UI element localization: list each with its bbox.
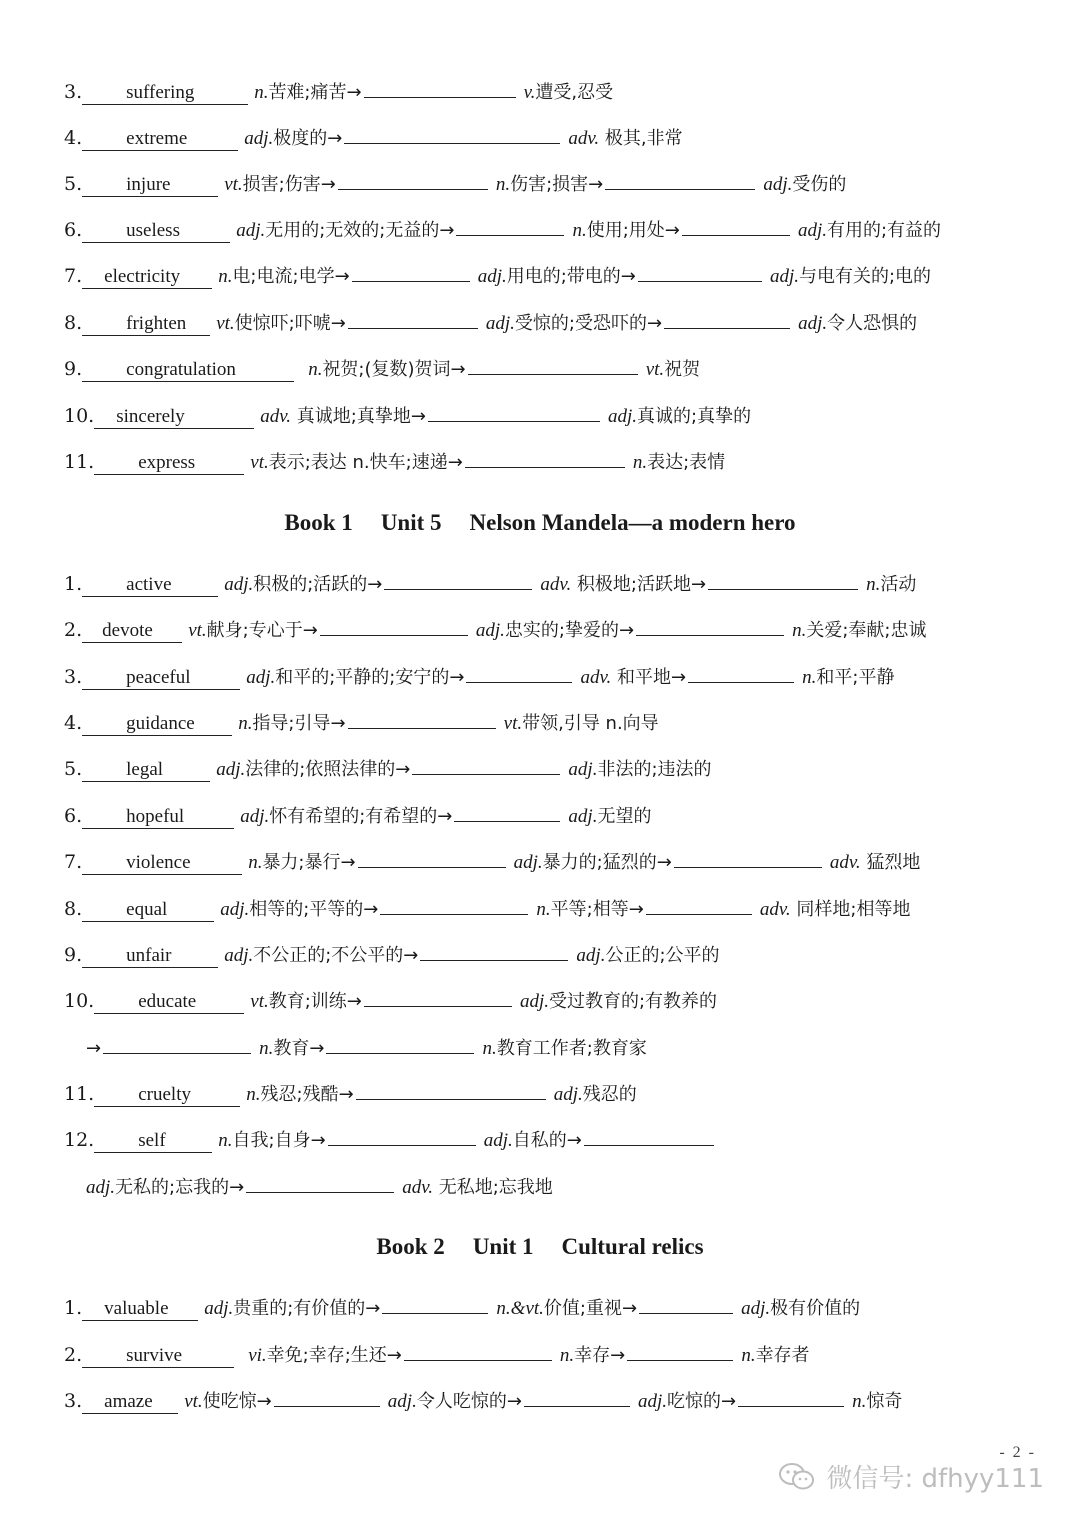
answer: legal <box>82 759 210 782</box>
answer: cruelty <box>94 1084 240 1107</box>
blank[interactable] <box>454 803 560 822</box>
blank[interactable] <box>364 988 512 1007</box>
page-number: - 2 - <box>999 1444 1036 1461</box>
list-item: 11. cruelty n.残忍;残酷→ adj.残忍的 <box>64 1083 637 1105</box>
answer: educate <box>94 991 244 1014</box>
answer: unfair <box>82 945 218 968</box>
blank[interactable] <box>348 710 496 729</box>
blank[interactable] <box>466 664 572 683</box>
list-item: → n.教育→ n.教育工作者;教育家 <box>86 1030 1040 1066</box>
blank[interactable] <box>682 217 790 236</box>
blank[interactable] <box>382 1295 488 1314</box>
answer: active <box>82 574 218 597</box>
answer: self <box>94 1130 212 1153</box>
list-item: 10. sincerely adv. 真诚地;真挚地→ adj.真诚的;真挚的 <box>64 405 752 427</box>
blank[interactable] <box>380 896 528 915</box>
blank[interactable] <box>246 1174 394 1193</box>
list-item: 2. survive vi.幸免;幸存;生还→ n.幸存→ n.幸存者 <box>64 1344 810 1366</box>
list-item: 7. violence n.暴力;暴行→ adj.暴力的;猛烈的→ adv. 猛烈地 <box>64 851 921 873</box>
blank[interactable] <box>274 1388 380 1407</box>
answer: congratulation <box>82 359 294 382</box>
answer: guidance <box>82 713 232 736</box>
answer: equal <box>82 899 214 922</box>
blank[interactable] <box>664 310 790 329</box>
blank[interactable] <box>456 217 564 236</box>
blank[interactable] <box>688 664 794 683</box>
list-item: 4. guidance n.指导;引导→ vt.带领,引导 n.向导 <box>64 712 659 734</box>
list-item: 3. peaceful adj.和平的;平静的;安宁的→ adv. 和平地→ n.和平;平静 <box>64 666 895 688</box>
blank[interactable] <box>468 356 638 375</box>
blank[interactable] <box>674 849 822 868</box>
list-item: 5. injure vt.损害;伤害→ n.伤害;损害→ adj.受伤的 <box>64 173 847 195</box>
list-item: 12. self n.自我;自身→ adj.自私的→ <box>64 1122 1040 1158</box>
list-item: 1. active adj.积极的;活跃的→ adv. 积极地;活跃地→ n.活动 <box>64 573 917 595</box>
list-item: 3. suffering n.苦难;痛苦→ v.遭受,忍受 <box>64 81 614 103</box>
blank[interactable] <box>524 1388 630 1407</box>
answer: extreme <box>82 128 238 151</box>
list-item: 1. valuable adj.贵重的;有价值的→ n.&vt.价值;重视→ adj.极有价值的 <box>64 1297 861 1319</box>
answer: sincerely <box>94 406 254 429</box>
wechat-icon <box>778 1462 816 1492</box>
blank[interactable] <box>638 263 762 282</box>
list-item: 6. useless adj.无用的;无效的;无益的→ n.使用;用处→ adj.有用的;有益的 <box>64 219 942 241</box>
answer: injure <box>82 174 218 197</box>
blank[interactable] <box>326 1035 474 1054</box>
blank[interactable] <box>384 571 532 590</box>
section-heading: Book 2 Unit 1 Cultural relics <box>376 1234 704 1259</box>
blank[interactable] <box>404 1342 552 1361</box>
list-item: 8. equal adj.相等的;平等的→ n.平等;相等→ adv. 同样地;相等地 <box>64 898 911 920</box>
answer: peaceful <box>82 667 240 690</box>
blank[interactable] <box>320 617 468 636</box>
watermark: 微信号: dfhyy111 <box>778 1458 1044 1495</box>
list-item: 8. frighten vt.使惊吓;吓唬→ adj.受惊的;受恐吓的→ adj.令人恐惧的 <box>64 312 918 334</box>
answer: devote <box>82 620 182 643</box>
list-item: 9. unfair adj.不公正的;不公平的→ adj.公正的;公平的 <box>64 944 720 966</box>
blank[interactable] <box>465 449 625 468</box>
blank[interactable] <box>352 263 470 282</box>
answer: survive <box>82 1345 234 1368</box>
list-item: 11. express vt.表示;表达 n.快车;速递→ n.表达;表情 <box>64 451 726 473</box>
answer: suffering <box>82 82 248 105</box>
answer: valuable <box>82 1298 198 1321</box>
list-item: 10. educate vt.教育;训练→ adj.受过教育的;有教养的 <box>64 990 718 1012</box>
blank[interactable] <box>605 171 755 190</box>
blank[interactable] <box>364 79 516 98</box>
blank[interactable] <box>328 1127 476 1146</box>
section-heading: Book 1 Unit 5 Nelson Mandela—a modern hero <box>284 510 796 535</box>
blank[interactable] <box>738 1388 844 1407</box>
list-item: 6. hopeful adj.怀有希望的;有希望的→ adj.无望的 <box>64 805 652 827</box>
list-item: adj.无私的;忘我的→ adv. 无私地;忘我地 <box>86 1169 1040 1205</box>
list-item: 5. legal adj.法律的;依照法律的→ adj.非法的;违法的 <box>64 758 712 780</box>
blank[interactable] <box>428 403 600 422</box>
list-item: 7. electricity n.电;电流;电学→ adj.用电的;带电的→ adj.与电有关的;电的 <box>64 265 932 287</box>
blank[interactable] <box>358 849 506 868</box>
blank[interactable] <box>338 171 488 190</box>
blank[interactable] <box>420 942 568 961</box>
answer: electricity <box>82 266 212 289</box>
blank[interactable] <box>103 1035 251 1054</box>
answer: express <box>94 452 244 475</box>
list-item: 4. extreme adj.极度的→ adv. 极其,非常 <box>64 127 683 149</box>
answer: hopeful <box>82 806 234 829</box>
blank[interactable] <box>412 756 560 775</box>
blank[interactable] <box>584 1127 714 1146</box>
answer: amaze <box>82 1391 178 1414</box>
list-item: 3. amaze vt.使吃惊→ adj.令人吃惊的→ adj.吃惊的→ n.惊奇 <box>64 1390 903 1412</box>
blank[interactable] <box>627 1342 733 1361</box>
list-item: 9. congratulation n.祝贺;(复数)贺词→ vt.祝贺 <box>64 358 701 380</box>
blank[interactable] <box>639 1295 733 1314</box>
blank[interactable] <box>646 896 752 915</box>
blank[interactable] <box>344 125 560 144</box>
answer: useless <box>82 220 230 243</box>
blank[interactable] <box>636 617 784 636</box>
blank[interactable] <box>348 310 478 329</box>
blank[interactable] <box>708 571 858 590</box>
answer: violence <box>82 852 242 875</box>
answer: frighten <box>82 313 210 336</box>
list-item: 2. devote vt.献身;专心于→ adj.忠实的;挚爱的→ n.关爱;奉献;忠诚 <box>64 619 927 641</box>
blank[interactable] <box>356 1081 546 1100</box>
